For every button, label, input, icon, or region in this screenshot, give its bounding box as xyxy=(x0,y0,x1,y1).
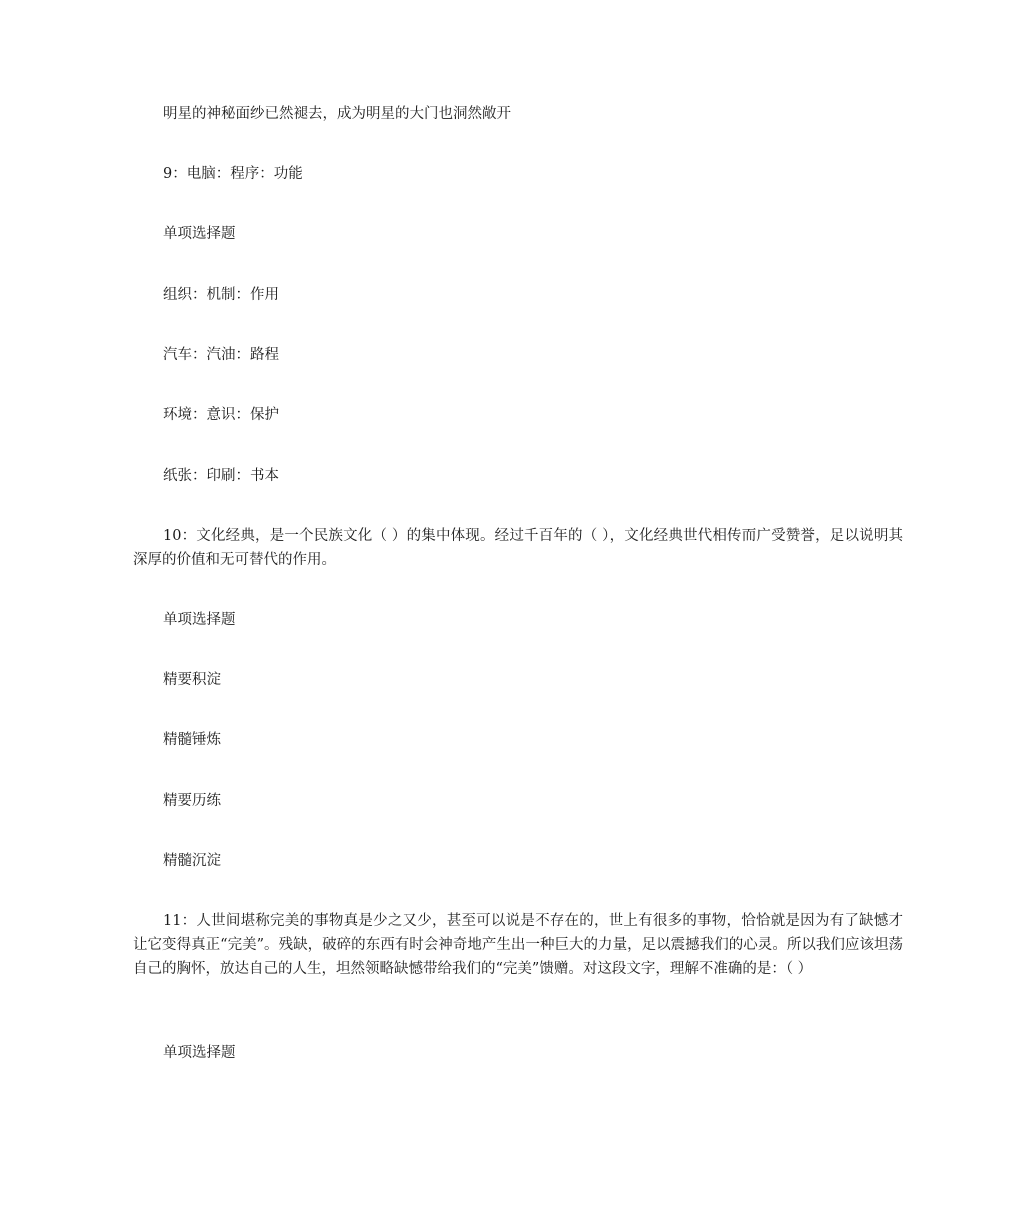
question-9-option-b: 汽车：汽油：路程 xyxy=(163,347,279,363)
question-10-option-d: 精髓沉淀 xyxy=(163,853,221,869)
text-line: 明星的神秘面纱已然褪去，成为明星的大门也洞然敞开 xyxy=(163,106,511,122)
question-11-stem: 11：人世间堪称完美的事物真是少之又少，甚至可以说是不存在的，世上有很多的事物，恰恰就是因为有了缺憾才让它变得真正“完美”。残缺，破碎的东西有时会神奇地产生出一种巨大的力量，足以震撼我们的心灵。所以我们应该坦荡自己的胸怀，放达自己的人生，坦然领略缺憾带给我们的“完美”馈赠。对这段文字，理解不准确的是：（ ） xyxy=(133,913,903,977)
question-9-type: 单项选择题 xyxy=(163,226,236,242)
question-9-stem: 9：电脑：程序：功能 xyxy=(163,166,303,182)
question-9-option-c: 环境：意识：保护 xyxy=(163,407,279,423)
question-10-type: 单项选择题 xyxy=(163,612,236,628)
question-9-option-d: 纸张：印刷：书本 xyxy=(163,468,279,484)
question-10-option-c: 精要历练 xyxy=(163,793,221,809)
question-10-stem: 10：文化经典，是一个民族文化（ ）的集中体现。经过千百年的（ ），文化经典世代相传而广受赞誉，足以说明其深厚的价值和无可替代的作用。 xyxy=(133,528,903,568)
question-9-option-a: 组织：机制：作用 xyxy=(163,287,279,303)
question-10-option-a: 精要积淀 xyxy=(163,672,221,688)
question-10-option-b: 精髓锤炼 xyxy=(163,732,221,748)
question-11-type: 单项选择题 xyxy=(163,1045,236,1061)
